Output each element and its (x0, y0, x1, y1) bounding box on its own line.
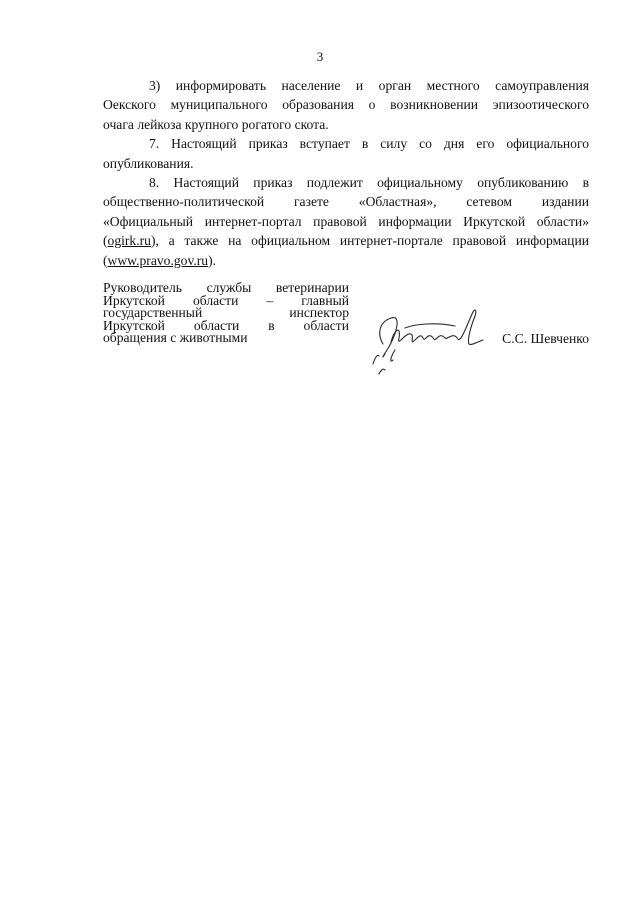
handwritten-signature (365, 298, 495, 382)
paren: ( (103, 252, 108, 268)
paragraph-effective-date (103, 134, 589, 173)
document-body (103, 76, 589, 270)
text-line (103, 231, 589, 250)
text-line: 3) информировать население и орган местного самоуправления (149, 78, 589, 93)
position-line: Иркутской области в области (103, 317, 349, 333)
text-line: очага лейкоза крупного рогатого скота. (103, 116, 329, 132)
text-line: общественно-политической газете «Областная», сетевом издании (103, 194, 589, 210)
text-fragment: ), а также на официальном интернет-портале правовой информации (150, 233, 589, 249)
paragraph-inform-population (103, 76, 589, 134)
paragraph-publication (103, 173, 589, 270)
text-line: 8. Настоящий приказ подлежит официальному опубликованию в (149, 175, 589, 191)
position-line: Иркутской области – главный (103, 292, 349, 308)
signature-block (103, 282, 589, 382)
text-line (103, 251, 589, 270)
paren: ( (103, 233, 108, 249)
position-line: Руководитель службы ветеринарии (103, 280, 349, 295)
page-number: 3 (316, 49, 324, 64)
position-line: обращения с животными (103, 330, 248, 346)
text-line: опубликования. (103, 155, 194, 171)
text-line: Оекского муниципального образования о возникновении эпизоотического (103, 97, 589, 113)
position-line: государственный инспектор (103, 305, 349, 321)
text-line: 7. Настоящий приказ вступает в силу со дня его официального (149, 136, 589, 152)
signer-name: С.С. Шевченко (502, 331, 589, 346)
text-line: «Официальный интернет-портал правовой информации Иркутской области» (103, 213, 589, 229)
signer-position (103, 282, 349, 345)
ogirk-link[interactable]: ogirk.ru (107, 233, 151, 249)
text-fragment: ). (208, 252, 217, 268)
pravo-link[interactable]: www.pravo.gov.ru (107, 252, 209, 268)
